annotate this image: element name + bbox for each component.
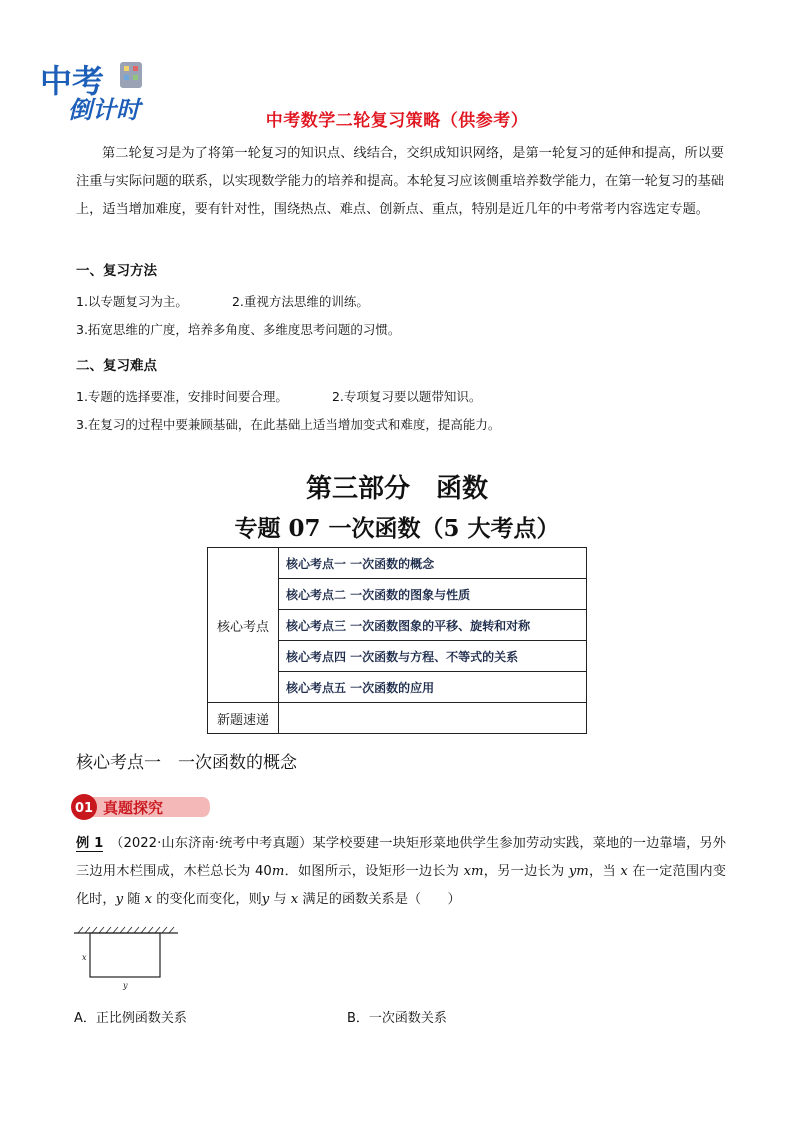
wall-hatching: [78, 927, 174, 933]
example-1: [76, 830, 726, 914]
core-points-label: 核心考点: [208, 548, 279, 703]
logo-text-bottom: 倒计时: [68, 96, 140, 122]
part-title: 第三部分 函数: [305, 474, 488, 504]
core-point-1: 核心考点一 一次函数的概念: [279, 548, 587, 579]
difficulties-item-1: 1.专题的选择要准，安排时间要合理。: [76, 389, 288, 404]
figure-label-x: x: [82, 953, 87, 962]
example-text-h: 与: [269, 892, 291, 907]
banner-text: 真题探究: [103, 799, 164, 817]
methods-item-1: 1.以专题复习为主。: [76, 294, 188, 309]
methods-line-1: [76, 292, 369, 310]
example-text-d: ，当: [588, 864, 621, 879]
example-text-g: 的变化而变化，则: [152, 892, 262, 907]
topic-title: 专题 07 一次函数（5 大考点）: [234, 515, 560, 542]
core-points-table: [207, 547, 587, 734]
example-text-f: 随: [123, 892, 145, 907]
example-text-c: ，另一边长为: [483, 864, 569, 879]
difficulties-line-1: [76, 387, 481, 405]
core-point-4: 核心考点四 一次函数与方程、不等式的关系: [279, 641, 587, 672]
example-text-b: ．如图所示，设矩形一边长为: [284, 864, 464, 879]
example-text-a: 某学校要建一块矩形菜地供学生参加劳动实践，菜地的一边靠墙，另外三边用木栏围成，木栏总长为 40: [76, 836, 726, 879]
difficulties-item-2: 2.专项复习要以题带知识。: [331, 389, 482, 404]
example-var-y-1: y: [568, 864, 577, 879]
banner-number: 01: [74, 801, 94, 816]
example-var-x-4: x: [290, 892, 299, 907]
example-var-x-2: x: [620, 864, 628, 879]
example-text-e: 在一定范围内变化时，: [76, 864, 726, 907]
garden-rectangle: [90, 933, 160, 977]
option-a: A．正比例函数关系: [74, 1011, 187, 1026]
new-questions-cell: [279, 703, 587, 734]
methods-item-3: 3.拓宽思维的广度，培养多角度、多维度思考问题的习惯。: [76, 322, 401, 337]
core-point-5: 核心考点五 一次函数的应用: [279, 672, 587, 703]
logo-building-graphic: [120, 62, 142, 88]
section-heading-difficulties: 二、复习难点: [76, 358, 157, 374]
core-point-1-heading: 核心考点一 一次函数的概念: [76, 753, 297, 773]
example-unit-m-2: m: [471, 864, 484, 879]
logo-text-top: 中考: [40, 62, 105, 100]
example-var-x-3: x: [144, 892, 153, 907]
option-b: B．一次函数关系: [347, 1011, 447, 1026]
new-questions-label: 新题速递: [208, 703, 279, 734]
example-source: （2022·山东济南·统考中考真题）: [116, 836, 313, 851]
example-text-i: 满足的函数关系是（ ）: [298, 892, 461, 907]
section-heading-methods: 一、复习方法: [76, 263, 157, 279]
difficulties-item-3: 3.在复习的过程中要兼顾基础，在此基础上适当增加变式和难度，提高能力。: [76, 417, 501, 432]
example-var-y-3: y: [261, 892, 270, 907]
example-label: 例 1: [76, 836, 104, 851]
document-title: 中考数学二轮复习策略（供参考）: [265, 111, 529, 131]
example-var-y-2: y: [115, 892, 124, 907]
core-point-3: 核心考点三 一次函数图象的平移、旋转和对称: [279, 610, 587, 641]
real-questions-banner: [70, 793, 212, 821]
example-unit-m: m: [271, 864, 285, 879]
core-point-2: 核心考点二 一次函数的图象与性质: [279, 579, 587, 610]
methods-item-2: 2.重视方法思维的训练。: [231, 294, 369, 309]
intro-paragraph: 第二轮复习是为了将第一轮复习的知识点、线结合，交织成知识网络，是第一轮复习的延伸和提高，所以要注重与实际问题的联系，以实现数学能力的培养和提高。本轮复习应该侧重培养数学能力，在第一轮复习的基础上，适当增加难度，要有针对性，围绕热点、难点、创新点、重点，特别是近几年的中考常考内容选定专题。: [76, 146, 724, 217]
example-unit-m-3: m: [576, 864, 589, 879]
figure-label-y: y: [123, 981, 128, 990]
example-var-x-1: x: [463, 864, 472, 879]
garden-figure: [72, 925, 182, 993]
